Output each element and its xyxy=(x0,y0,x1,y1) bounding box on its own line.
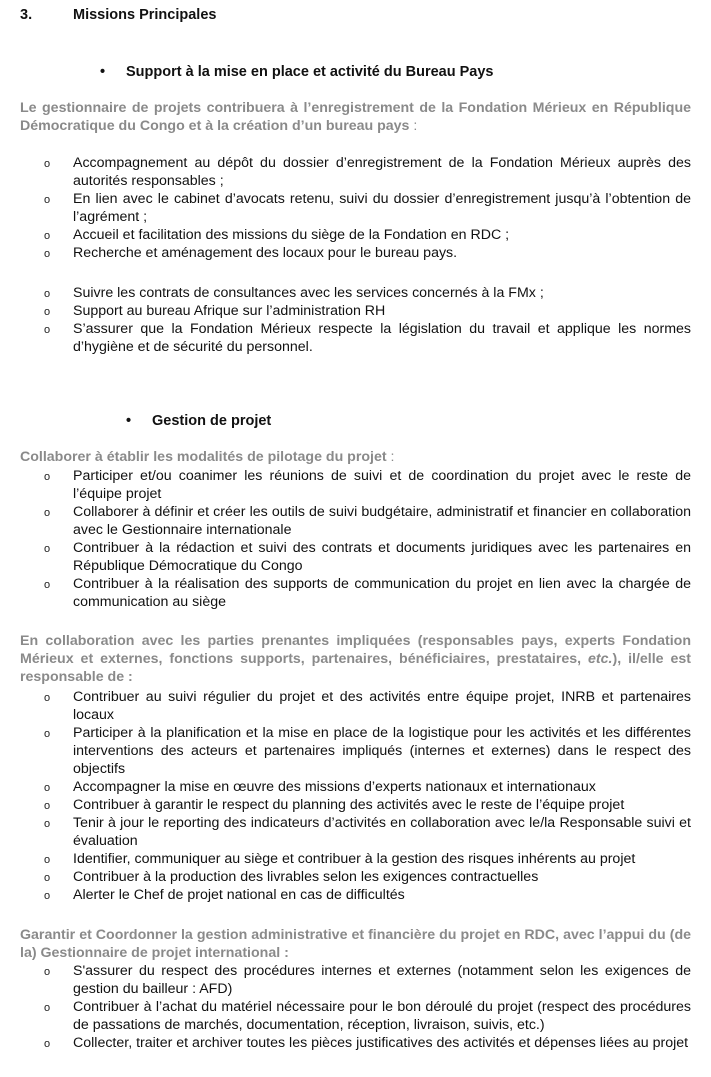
list-rh xyxy=(20,284,691,356)
list-item: o S'assurer du respect des procédures internes et externes (notamment selon les exigences de gestion du bailleur : AFD) xyxy=(44,963,691,997)
list-item: o Accompagnement au dépôt du dossier d’enregistrement de la Fondation Mérieux auprès des autorités responsables ; xyxy=(44,155,691,189)
section-number: 3. xyxy=(20,7,33,23)
list-item: o En lien avec le cabinet d’avocats retenu, suivi du dossier d’enregistrement jusqu’à l’obtention de l’agrément ; xyxy=(44,191,691,225)
list-item: o Contribuer à garantir le respect du planning des activités avec le reste de l’équipe projet xyxy=(20,796,691,814)
list-item: o Alerter le Chef de projet national en cas de difficultés xyxy=(20,886,691,904)
intro-gestion-administrative: Garantir et Coordonner la gestion administrative et financière du projet en RDC, avec l’appui du (de la) Gestionnaire de projet international : xyxy=(20,927,691,961)
circle-bullet-icon: o xyxy=(44,890,51,902)
list-collaboration xyxy=(20,688,691,904)
circle-bullet-icon: o xyxy=(44,324,51,336)
circle-bullet-icon: o xyxy=(44,782,51,794)
list-item: o Participer à la planification et la mise en place de la logistique pour les activités et les différentes interventions des acteurs et partenaires impliqués (internes et externes) dans le respect des objectifs xyxy=(44,725,691,777)
intro-collaboration: En collaboration avec les parties prenantes impliquées (responsables pays, experts Fondation Mérieux et externes, fonctions supports, partenaires, bénéficiaires, prestataires, etc.), il/elle est responsable de : xyxy=(20,633,692,685)
circle-bullet-icon: o xyxy=(44,248,51,260)
circle-bullet-icon: o xyxy=(44,288,51,300)
list-item: o Contribuer à la rédaction et suivi des contrats et documents juridiques avec les partenaires en République Démocratique du Congo xyxy=(44,540,691,574)
list-gestion-administrative xyxy=(20,962,691,1052)
list-enregistrement xyxy=(20,154,691,262)
section-title: Missions Principales xyxy=(73,7,217,23)
list-pilotage xyxy=(20,467,691,611)
list-item: o Suivre les contrats de consultances avec les services concernés à la FMx ; xyxy=(20,284,691,302)
circle-bullet-icon: o xyxy=(44,507,51,519)
list-item: o Accueil et facilitation des missions du siège de la Fondation en RDC ; xyxy=(20,226,691,244)
list-item: o Participer et/ou coanimer les réunions de suivi et de coordination du projet avec le reste de l’équipe projet xyxy=(44,468,691,502)
list-item: o Recherche et aménagement des locaux pour le bureau pays. xyxy=(20,244,691,262)
circle-bullet-icon: o xyxy=(44,800,51,812)
circle-bullet-icon: o xyxy=(44,194,51,206)
circle-bullet-icon: o xyxy=(44,692,51,704)
circle-bullet-icon: o xyxy=(44,1038,51,1050)
circle-bullet-icon: o xyxy=(44,818,51,830)
list-item: o Support au bureau Afrique sur l’administration RH xyxy=(20,302,691,320)
list-item: o Contribuer à la production des livrables selon les exigences contractuelles xyxy=(20,868,691,886)
circle-bullet-icon: o xyxy=(44,854,51,866)
circle-bullet-icon: o xyxy=(44,230,51,242)
list-item: o Contribuer au suivi régulier du projet et des activités entre équipe projet, INRB et partenaires locaux xyxy=(44,689,691,723)
circle-bullet-icon: o xyxy=(44,158,51,170)
circle-bullet-icon: o xyxy=(44,306,51,318)
circle-bullet-icon: o xyxy=(44,966,51,978)
list-item: o Identifier, communiquer au siège et contribuer à la gestion des risques inhérents au projet xyxy=(20,850,691,868)
list-item: o Collecter, traiter et archiver toutes les pièces justificatives des activités et dépenses liées au projet xyxy=(20,1034,691,1052)
circle-bullet-icon: o xyxy=(44,872,51,884)
list-item: o Tenir à jour le reporting des indicateurs d’activités en collaboration avec le/la Responsable suivi et évaluation xyxy=(44,815,691,849)
circle-bullet-icon: o xyxy=(44,1002,51,1014)
list-item: o S’assurer que la Fondation Mérieux respecte la législation du travail et applique les normes d’hygiène et de sécurité du personnel. xyxy=(44,321,691,355)
bullet-icon: • xyxy=(126,413,132,429)
list-item: o Contribuer à la réalisation des supports de communication du projet en lien avec la chargée de communication au siège xyxy=(44,576,691,610)
circle-bullet-icon: o xyxy=(44,471,51,483)
intro-enregistrement: Le gestionnaire de projets contribuera à l’enregistrement de la Fondation Mérieux en République Démocratique du Congo et à la création d’un bureau pays : xyxy=(20,100,691,134)
list-item: o Collaborer à définir et créer les outils de suivi budgétaire, administratif et financier en collaboration avec le Gestionnaire internationale xyxy=(44,504,691,538)
bullet-icon: • xyxy=(100,64,106,80)
list-item: o Accompagner la mise en œuvre des missions d’experts nationaux et internationaux xyxy=(20,778,691,796)
circle-bullet-icon: o xyxy=(44,543,51,555)
circle-bullet-icon: o xyxy=(44,728,51,740)
list-item: o Contribuer à l’achat du matériel nécessaire pour le bon déroulé du projet (respect des procédures de passations de marchés, documentation, réception, livraison, suivis, etc.) xyxy=(44,999,691,1033)
circle-bullet-icon: o xyxy=(44,579,51,591)
intro-pilotage: Collaborer à établir les modalités de pilotage du projet : xyxy=(20,449,395,465)
